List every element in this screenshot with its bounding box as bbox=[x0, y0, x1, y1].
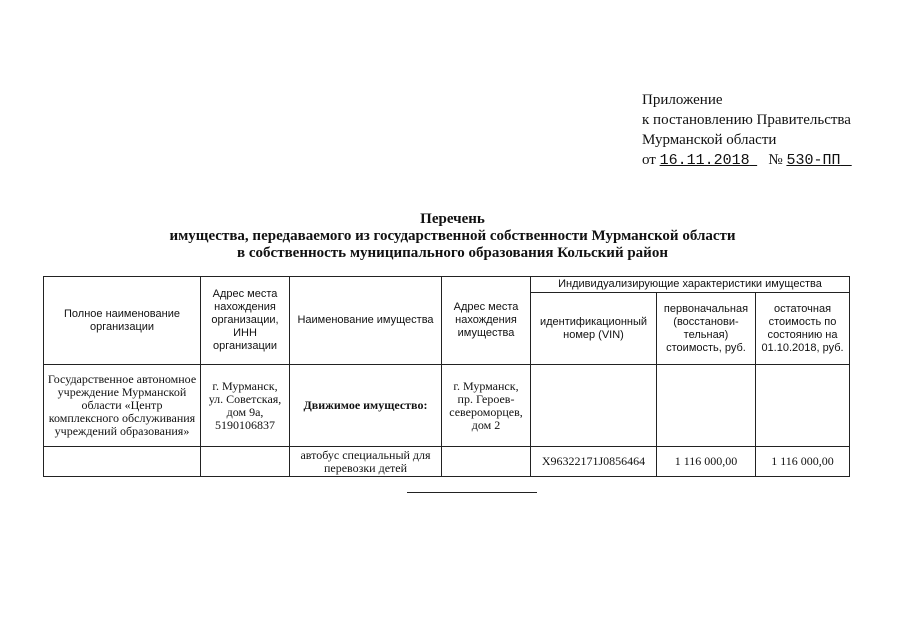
cell-initial-cost bbox=[657, 365, 756, 447]
cell-property-name: Движимое имущество: bbox=[290, 365, 442, 447]
header-org-address: Адрес места нахождения организации, ИНН организации bbox=[201, 277, 290, 365]
document-title: Перечень bbox=[420, 211, 485, 227]
closing-rule bbox=[407, 492, 537, 493]
number-prefix: № bbox=[768, 152, 783, 168]
header-characteristics: Индивидуализирующие характеристики имущества bbox=[531, 277, 850, 293]
table-row bbox=[44, 447, 850, 477]
header-initial-cost: первоначальная (восстанови-тельная) стоимость, руб. bbox=[657, 293, 756, 365]
cell-org-address: г. Мурманск, ул. Советская, дом 9а, 5190106837 bbox=[201, 365, 290, 447]
cell-property-address bbox=[442, 447, 531, 477]
cell-initial-cost: 1 116 000,00 bbox=[657, 447, 756, 477]
table-row bbox=[44, 365, 850, 447]
cell-org-name: Государственное автономное учреждение Мурманской области «Центр комплексного обслуживания учреждений образования» bbox=[44, 365, 201, 447]
cell-property-address: г. Мурманск, пр. Героев-североморцев, дом 2 bbox=[442, 365, 531, 447]
appendix-date-line bbox=[642, 150, 852, 171]
appendix-title: Приложение bbox=[642, 92, 723, 108]
cell-vin: X96322171J0856464 bbox=[531, 447, 657, 477]
cell-property-name: автобус специальный для перевозки детей bbox=[290, 447, 442, 477]
appendix-region-line: Мурманской области bbox=[642, 132, 777, 148]
cell-vin bbox=[531, 365, 657, 447]
cell-residual-cost: 1 116 000,00 bbox=[756, 447, 850, 477]
appendix-block bbox=[642, 90, 852, 171]
document-subtitle-2: в собственность муниципального образования Кольский район bbox=[237, 245, 668, 261]
header-property-address: Адрес места нахождения имущества bbox=[442, 277, 531, 365]
header-residual-cost: остаточная стоимость по состоянию на 01.10.2018, руб. bbox=[756, 293, 850, 365]
property-table bbox=[43, 276, 850, 477]
appendix-decree-line: к постановлению Правительства bbox=[642, 112, 851, 128]
cell-residual-cost bbox=[756, 365, 850, 447]
cell-org-name bbox=[44, 447, 201, 477]
document-subtitle-1: имущества, передаваемого из государственной собственности Мурманской области bbox=[169, 228, 736, 244]
header-vin: идентификационный номер (VIN) bbox=[531, 293, 657, 365]
header-org-name: Полное наименование организации bbox=[44, 277, 201, 365]
decree-date: 16.11.2018 bbox=[659, 152, 750, 169]
cell-org-address bbox=[201, 447, 290, 477]
decree-number: 530-ПП bbox=[786, 152, 841, 169]
header-property-name: Наименование имущества bbox=[290, 277, 442, 365]
date-prefix: от bbox=[642, 152, 656, 168]
